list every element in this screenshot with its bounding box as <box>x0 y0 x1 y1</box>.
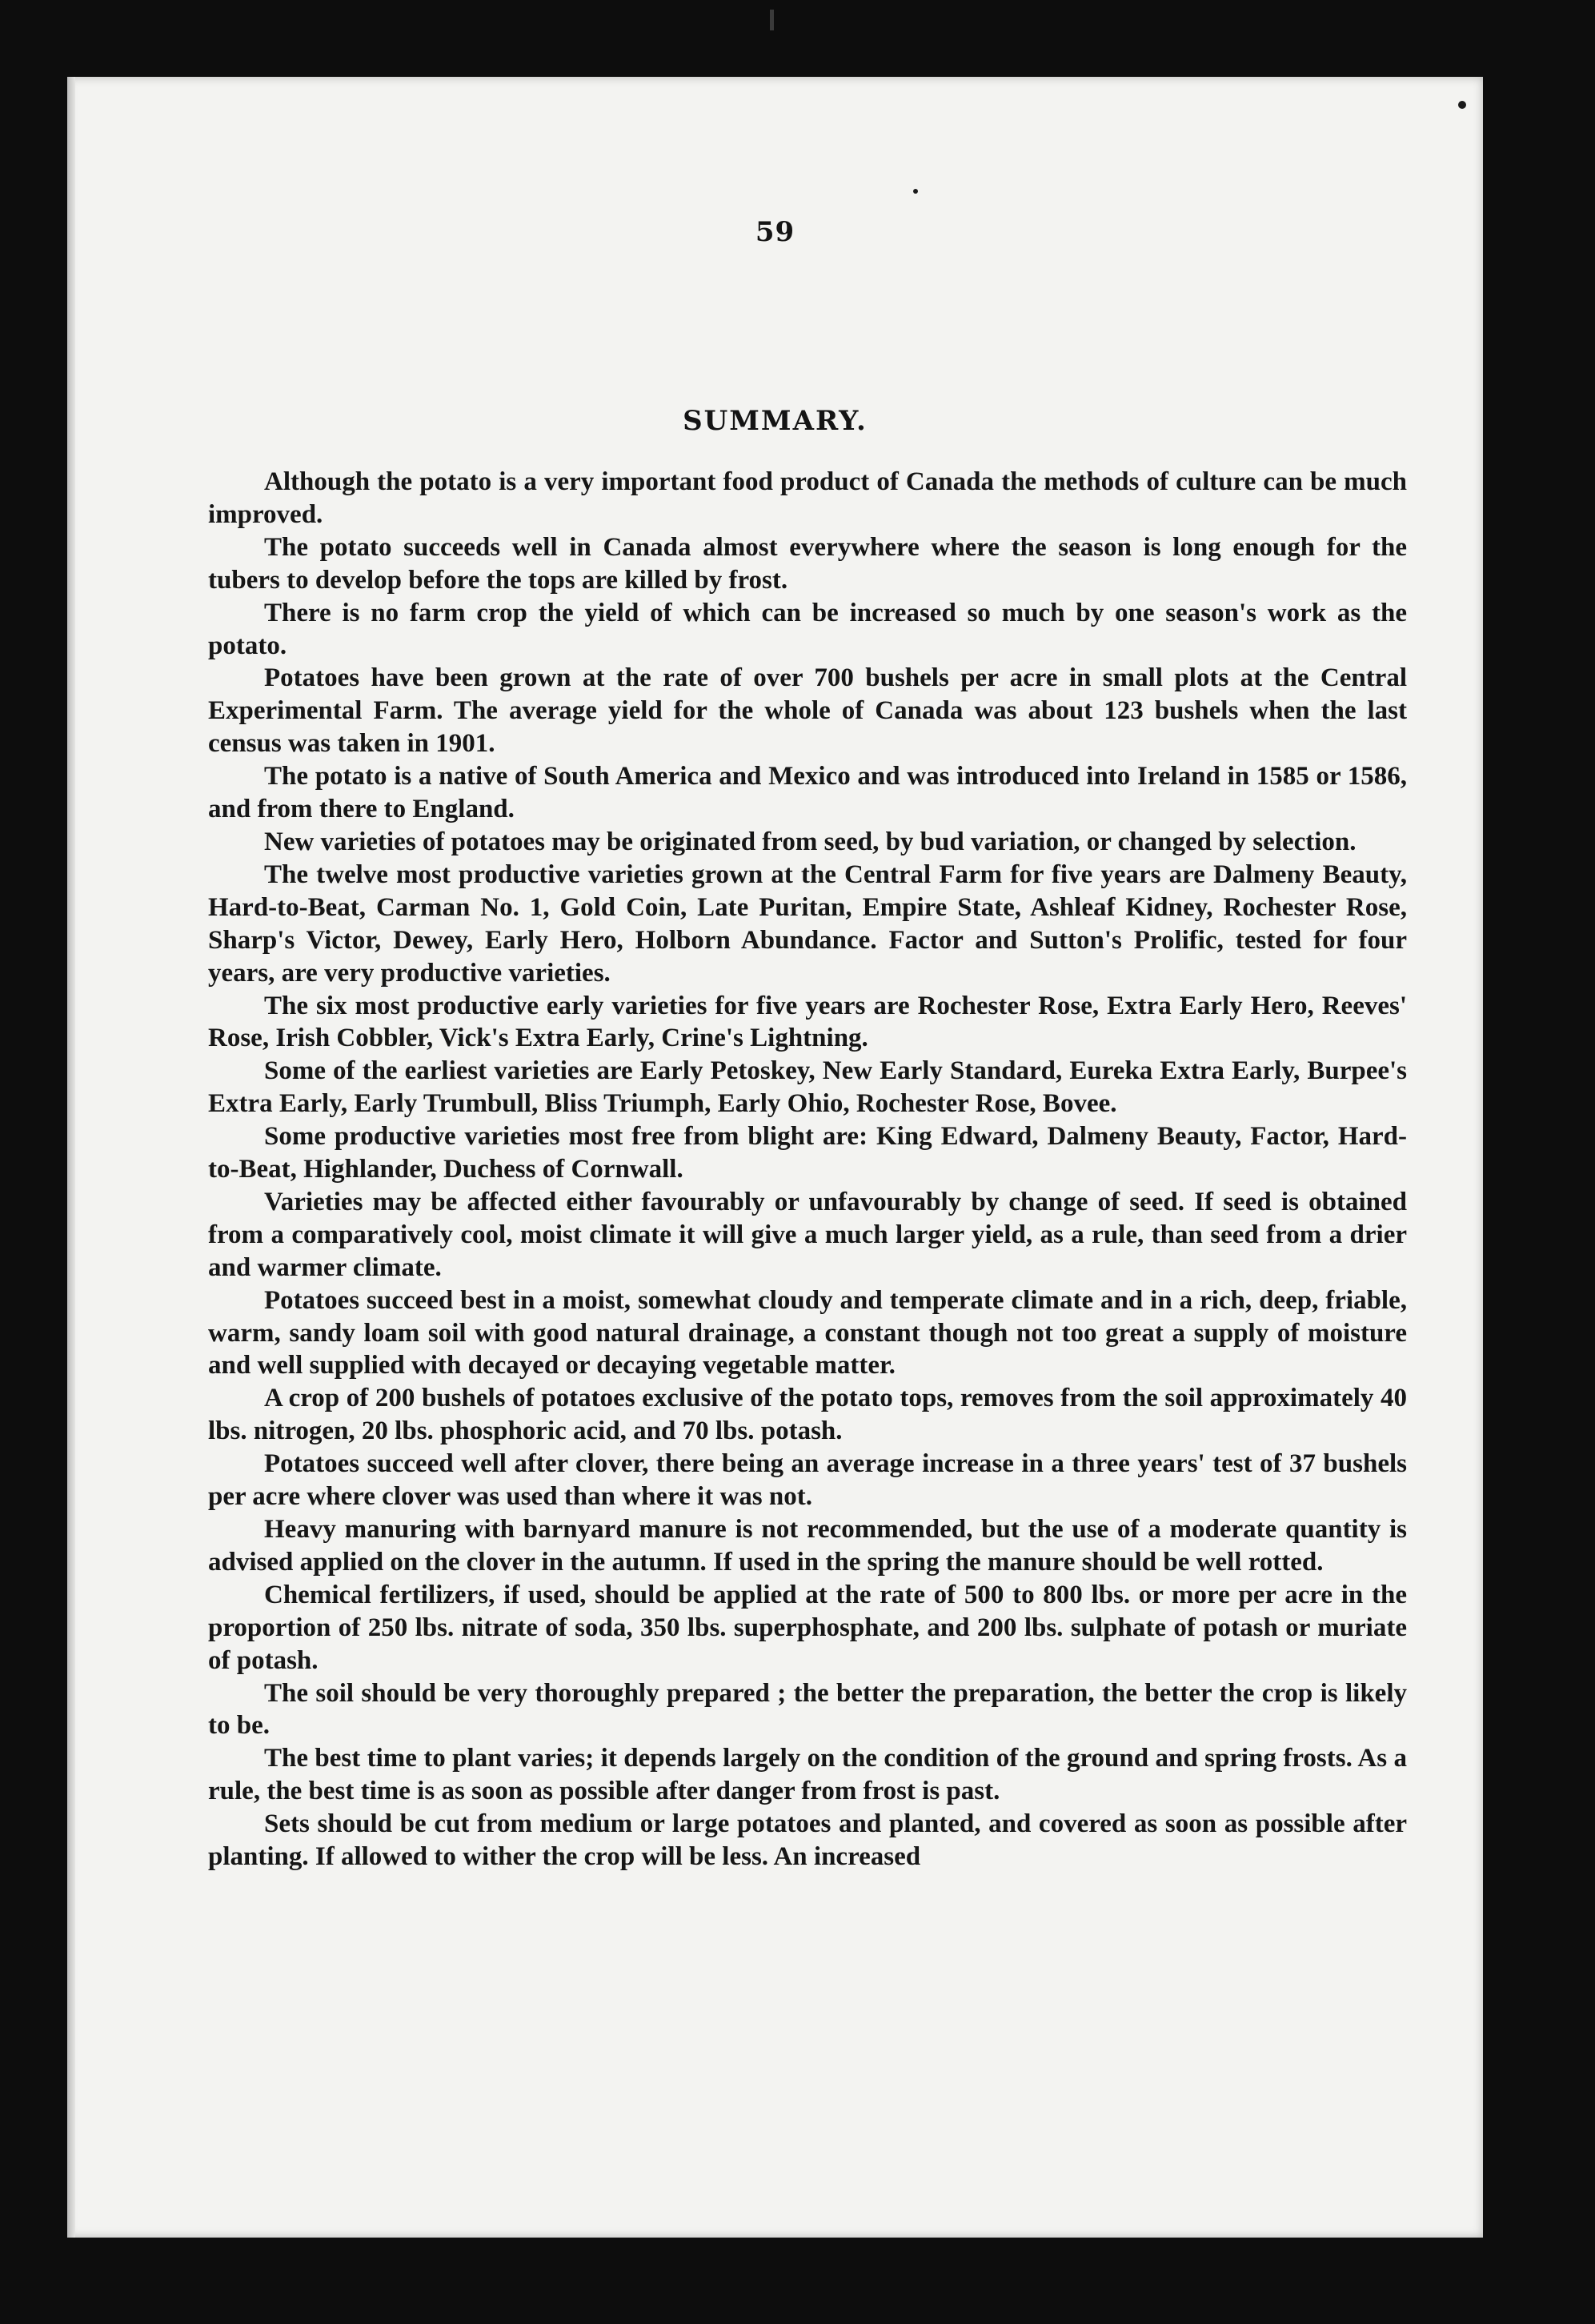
paragraph: Sets should be cut from medium or large potatoes and planted, and covered as soon as possible after planting. If allowed to wither the crop will be less. An increased <box>208 1809 1407 1872</box>
paragraph: A crop of 200 bushels of potatoes exclusive of the potato tops, removes from the soil approximately 40 lbs. nitrogen, 20 lbs. phosphoric acid, and 70 lbs. potash. <box>208 1384 1407 1446</box>
scan-border <box>1483 77 1531 2238</box>
paragraph: Although the potato is a very important food product of Canada the methods of culture can be much improved. <box>208 467 1407 529</box>
document-page <box>67 77 1483 2238</box>
paragraph: The soil should be very thoroughly prepared ; the better the preparation, the better the crop is likely to be. <box>208 1678 1407 1741</box>
paragraph: Potatoes succeed well after clover, there being an average increase in a three years' test of 37 bushels per acre where clover was used than where it was not. <box>208 1449 1407 1512</box>
page-binding-edge <box>67 77 75 2238</box>
paragraph: Some of the earliest varieties are Early Petoskey, New Early Standard, Eureka Extra Early, Burpee's Extra Early, Early Trumbull, Bliss Triumph, Early Ohio, Rochester Rose, Bovee. <box>208 1056 1407 1119</box>
summary-body <box>208 466 1407 1873</box>
paragraph: Varieties may be affected either favourably or unfavourably by change of seed. If seed is obtained from a comparatively cool, moist climate it will give a much larger yield, as a rule, than seed from a drier and warmer climate. <box>208 1187 1407 1282</box>
paragraph: Some productive varieties most free from blight are: King Edward, Dalmeny Beauty, Factor, Hard-to-Beat, Highlander, Duchess of Cornwall. <box>208 1122 1407 1184</box>
paragraph: The potato is a native of South America and Mexico and was introduced into Ireland in 1585 or 1586, and from there to England. <box>208 762 1407 824</box>
paragraph: Potatoes succeed best in a moist, somewhat cloudy and temperate climate and in a rich, deep, friable, warm, sandy loam soil with good natural drainage, a constant though not too great a supply of moisture and well supplied with decayed or decaying vegetable matter. <box>208 1285 1407 1380</box>
paragraph: Chemical fertilizers, if used, should be applied at the rate of 500 to 800 lbs. or more per acre in the proportion of 250 lbs. nitrate of soda, 350 lbs. superphosphate, and 200 lbs. sulphate of potash or muriate of potash. <box>208 1580 1407 1675</box>
scan-artifact-mark <box>770 10 774 30</box>
print-speck <box>913 189 918 194</box>
paragraph: Heavy manuring with barnyard manure is not recommended, but the use of a moderate quantity is advised applied on the clover in the autumn. If used in the spring the manure should be well rotted. <box>208 1515 1407 1577</box>
paragraph: There is no farm crop the yield of which can be increased so much by one season's work as the potato. <box>208 598 1407 660</box>
paragraph: The best time to plant varies; it depends largely on the condition of the ground and spring frosts. As a rule, the best time is as soon as possible after danger from frost is past. <box>208 1744 1407 1806</box>
print-speck <box>1458 101 1466 109</box>
paragraph: The potato succeeds well in Canada almost everywhere where the season is long enough for the tubers to develop before the tops are killed by frost. <box>208 532 1407 595</box>
paragraph: New varieties of potatoes may be originated from seed, by bud variation, or changed by selection. <box>264 827 1357 856</box>
section-title: SUMMARY. <box>683 405 868 437</box>
paragraph: Potatoes have been grown at the rate of over 700 bushels per acre in small plots at the Central Experimental Farm. The average yield for the whole of Canada was about 123 bushels when the last census was taken in 1901. <box>208 663 1407 759</box>
paragraph: The six most productive early varieties for five years are Rochester Rose, Extra Early Hero, Reeves' Rose, Irish Cobbler, Vick's Extra Early, Crine's Lightning. <box>208 991 1407 1053</box>
page-number: 59 <box>755 216 795 248</box>
paragraph: The twelve most productive varieties grown at the Central Farm for five years are Dalmeny Beauty, Hard-to-Beat, Carman No. 1, Gold Coin, Late Puritan, Empire State, Ashleaf Kidney, Rochester Rose, Sharp's Victor, Dewey, Early Hero, Holborn Abundance. Factor and Sutton's Prolific, tested for four years, are very productive varieties. <box>208 859 1407 988</box>
